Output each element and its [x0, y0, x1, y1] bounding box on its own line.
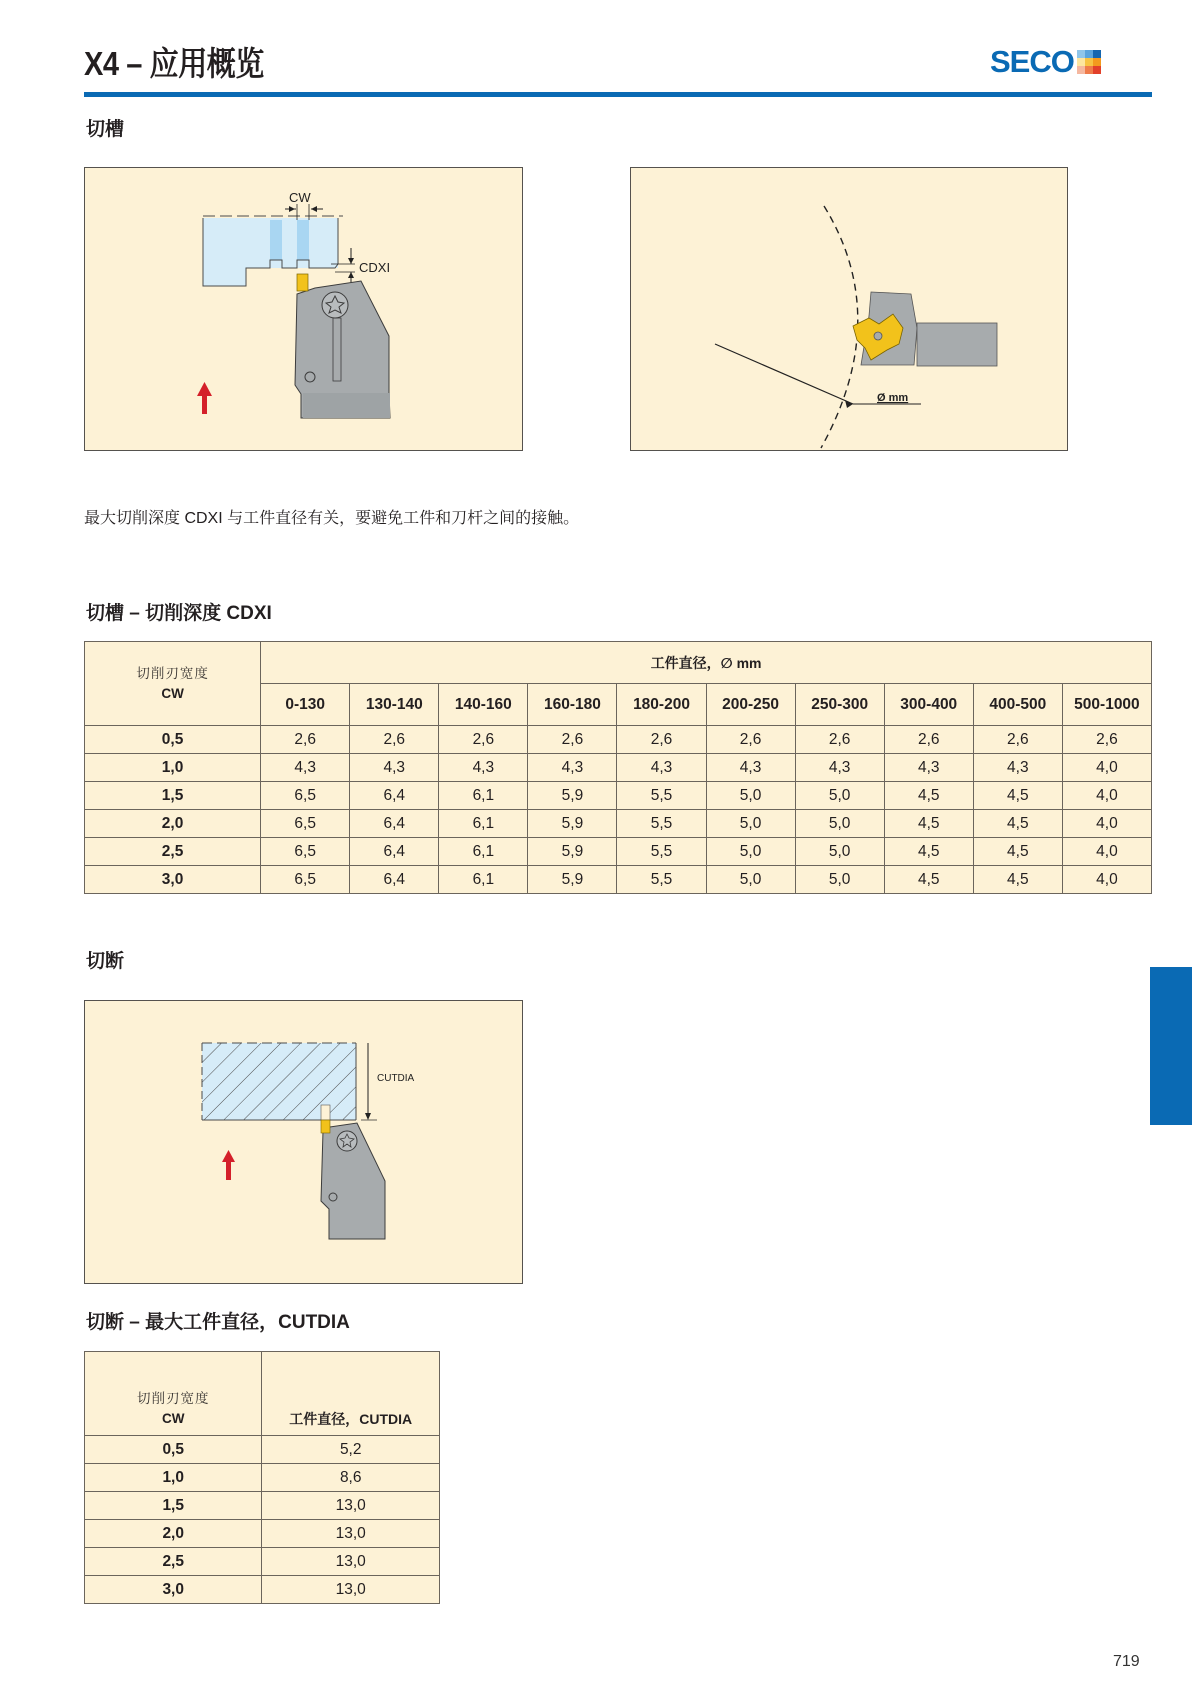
cdxi-cell: 4,0 [1062, 866, 1151, 894]
page-title: X4 – 应用概览 [84, 45, 265, 82]
grooving-cdxi-table [84, 641, 1152, 894]
cdxi-cell: 5,5 [617, 866, 706, 894]
table-row [85, 866, 1152, 894]
cdxi-cell: 5,9 [528, 810, 617, 838]
cdxi-cell: 5,5 [617, 838, 706, 866]
cutdia-column-header: 工件直径，CUTDIA [262, 1352, 440, 1436]
cdxi-cell: 4,3 [973, 754, 1062, 782]
column-header: 130-140 [350, 684, 439, 726]
cw-cell: 1,0 [85, 1464, 262, 1492]
cdxi-cell: 4,0 [1062, 810, 1151, 838]
cdxi-cell: 2,6 [1062, 726, 1151, 754]
cdxi-cell: 6,5 [261, 810, 350, 838]
table-row [85, 1492, 440, 1520]
cw-cell: 1,5 [85, 1492, 262, 1520]
column-header: 400-500 [973, 684, 1062, 726]
cdxi-cell: 5,9 [528, 838, 617, 866]
cutdia-cell: 13,0 [262, 1548, 440, 1576]
cutdia-cell: 8,6 [262, 1464, 440, 1492]
cdxi-cell: 6,1 [439, 782, 528, 810]
cdxi-cell: 5,0 [706, 866, 795, 894]
cdxi-cell: 2,6 [617, 726, 706, 754]
table-row [85, 1548, 440, 1576]
cw-label: CW [289, 190, 311, 205]
table-row [85, 838, 1152, 866]
cdxi-cell: 2,6 [795, 726, 884, 754]
table-row [85, 754, 1152, 782]
parting-table-title: 切断 – 最大工件直径，CUTDIA [86, 1312, 350, 1333]
column-header: 160-180 [528, 684, 617, 726]
cdxi-cell: 6,5 [261, 866, 350, 894]
cdxi-cell: 4,5 [973, 782, 1062, 810]
cdxi-cell: 5,0 [706, 838, 795, 866]
column-header: 0-130 [261, 684, 350, 726]
cdxi-cell: 5,9 [528, 866, 617, 894]
grooving-table-title: 切槽 – 切削深度 CDXI [86, 603, 272, 624]
cdxi-cell: 2,6 [884, 726, 973, 754]
cdxi-cell: 5,0 [795, 838, 884, 866]
cw-cell: 2,5 [85, 1548, 262, 1576]
table-row [85, 1436, 440, 1464]
cdxi-cell: 6,1 [439, 866, 528, 894]
cdxi-cell: 4,3 [439, 754, 528, 782]
cdxi-cell: 4,3 [528, 754, 617, 782]
table-row [85, 1520, 440, 1548]
cdxi-cell: 4,0 [1062, 782, 1151, 810]
column-header: 300-400 [884, 684, 973, 726]
diameter-label: Ø mm [877, 392, 909, 404]
page-number: 719 [1113, 1653, 1140, 1670]
cw-column-header: 切削刃宽度 CW [85, 1352, 262, 1436]
cutdia-cell: 13,0 [262, 1492, 440, 1520]
cutdia-cell: 5,2 [262, 1436, 440, 1464]
column-header: 180-200 [617, 684, 706, 726]
cutdia-cell: 13,0 [262, 1520, 440, 1548]
grooving-diagram [85, 168, 521, 449]
parting-cutdia-table [84, 1351, 440, 1604]
cdxi-cell: 2,6 [528, 726, 617, 754]
cdxi-cell: 4,5 [884, 810, 973, 838]
workpiece-diameter-group-header: 工件直径，∅ mm [261, 642, 1152, 684]
cw-cell: 0,5 [85, 726, 261, 754]
cdxi-cell: 6,4 [350, 866, 439, 894]
chapter-side-tab [1150, 967, 1192, 1125]
cdxi-cell: 6,1 [439, 810, 528, 838]
cw-cell: 1,5 [85, 782, 261, 810]
cdxi-cell: 4,3 [261, 754, 350, 782]
cdxi-cell: 5,9 [528, 782, 617, 810]
diameter-diagram [631, 168, 1066, 449]
grooving-figure [84, 167, 523, 451]
cdxi-cell: 2,6 [261, 726, 350, 754]
cdxi-cell: 6,4 [350, 838, 439, 866]
cdxi-cell: 2,6 [973, 726, 1062, 754]
section-title-grooving: 切槽 [86, 119, 125, 140]
cdxi-cell: 4,5 [884, 838, 973, 866]
cdxi-cell: 4,5 [973, 866, 1062, 894]
cdxi-cell: 6,4 [350, 810, 439, 838]
cdxi-cell: 2,6 [439, 726, 528, 754]
section-title-parting: 切断 [86, 951, 125, 972]
cdxi-cell: 4,5 [884, 782, 973, 810]
column-header: 140-160 [439, 684, 528, 726]
title-rule [84, 92, 1152, 97]
column-header: 500-1000 [1062, 684, 1151, 726]
cdxi-cell: 4,5 [884, 866, 973, 894]
cdxi-cell: 4,3 [617, 754, 706, 782]
cdxi-cell: 4,3 [706, 754, 795, 782]
cdxi-cell: 4,3 [884, 754, 973, 782]
table-row [85, 726, 1152, 754]
seco-logo [990, 44, 1101, 80]
cdxi-cell: 4,0 [1062, 754, 1151, 782]
cdxi-cell: 6,5 [261, 782, 350, 810]
table-row [85, 1464, 440, 1492]
logo-text: SECO [990, 44, 1074, 79]
cw-cell: 3,0 [85, 866, 261, 894]
cdxi-cell: 5,5 [617, 782, 706, 810]
cdxi-cell: 4,0 [1062, 838, 1151, 866]
cdxi-cell: 5,5 [617, 810, 706, 838]
column-header: 200-250 [706, 684, 795, 726]
cw-cell: 2,0 [85, 810, 261, 838]
cutdia-cell: 13,0 [262, 1576, 440, 1604]
grooving-note: 最大切削深度 CDXI 与工件直径有关，要避免工件和刀杆之间的接触。 [84, 510, 580, 527]
cw-column-header: 切削刃宽度 CW [85, 642, 261, 726]
cw-cell: 1,0 [85, 754, 261, 782]
cdxi-cell: 4,3 [350, 754, 439, 782]
diameter-figure [630, 167, 1068, 451]
column-header: 250-300 [795, 684, 884, 726]
parting-diagram [85, 1001, 521, 1282]
table-row [85, 810, 1152, 838]
cdxi-cell: 5,0 [706, 810, 795, 838]
cdxi-cell: 4,5 [973, 810, 1062, 838]
cw-cell: 0,5 [85, 1436, 262, 1464]
cw-cell: 2,0 [85, 1520, 262, 1548]
cdxi-cell: 4,3 [795, 754, 884, 782]
cdxi-cell: 2,6 [706, 726, 795, 754]
cw-cell: 2,5 [85, 838, 261, 866]
cutdia-label: CUTDIA [377, 1073, 415, 1084]
cdxi-cell: 2,6 [350, 726, 439, 754]
cw-cell: 3,0 [85, 1576, 262, 1604]
cdxi-cell: 6,4 [350, 782, 439, 810]
cdxi-cell: 5,0 [706, 782, 795, 810]
parting-figure [84, 1000, 523, 1284]
cdxi-label: CDXI [359, 260, 391, 275]
cdxi-cell: 6,5 [261, 838, 350, 866]
cdxi-cell: 4,5 [973, 838, 1062, 866]
cdxi-cell: 5,0 [795, 782, 884, 810]
cdxi-cell: 5,0 [795, 810, 884, 838]
table-row [85, 1576, 440, 1604]
logo-color-squares-icon [1077, 50, 1101, 74]
cdxi-cell: 6,1 [439, 838, 528, 866]
table-row [85, 782, 1152, 810]
cdxi-cell: 5,0 [795, 866, 884, 894]
